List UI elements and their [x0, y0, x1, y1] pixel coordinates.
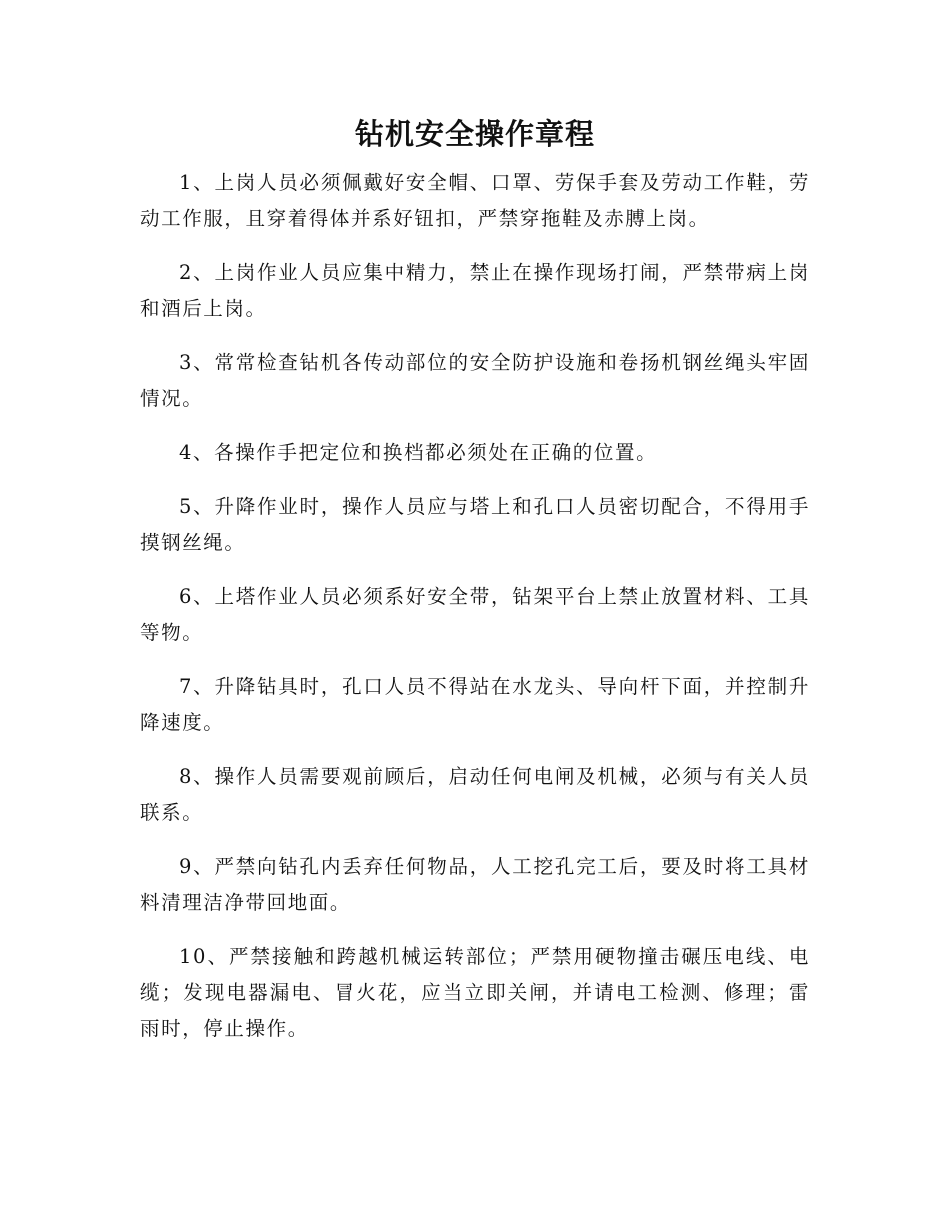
- document-title: 钻机安全操作章程: [354, 117, 595, 151]
- paragraph-5: 5、升降作业时，操作人员应与塔上和孔口人员密切配合，不得用手摸钢丝绳。: [140, 495, 810, 554]
- paragraph-1: 1、上岗人员必须佩戴好安全帽、口罩、劳保手套及劳动工作鞋，劳动工作服，且穿着得体并系好钮扣，严禁穿拖鞋及赤膊上岗。: [140, 171, 810, 230]
- paragraph-8: 8、操作人员需要观前顾后，启动任何电闸及机械，必须与有关人员联系。: [140, 765, 810, 824]
- document-body: [140, 165, 810, 1065]
- paragraph-3: 3、常常检查钻机各传动部位的安全防护设施和卷扬机钢丝绳头牢固情况。: [140, 351, 810, 410]
- paragraph-6: 6、上塔作业人员必须系好安全带，钻架平台上禁止放置材料、工具等物。: [140, 585, 810, 644]
- paragraph-2: 2、上岗作业人员应集中精力，禁止在操作现场打闹，严禁带病上岗和酒后上岗。: [140, 261, 810, 320]
- paragraph-10: 10、严禁接触和跨越机械运转部位；严禁用硬物撞击碾压电线、电缆；发现电器漏电、冒火花，应当立即关闸，并请电工检测、修理；雷雨时，停止操作。: [140, 945, 810, 1040]
- paragraph-9: 9、严禁向钻孔内丢弃任何物品，人工挖孔完工后，要及时将工具材料清理洁净带回地面。: [140, 855, 810, 914]
- paragraph-7: 7、升降钻具时，孔口人员不得站在水龙头、导向杆下面，并控制升降速度。: [140, 675, 810, 734]
- paragraph-4: 4、各操作手把定位和换档都必须处在正确的位置。: [179, 441, 658, 464]
